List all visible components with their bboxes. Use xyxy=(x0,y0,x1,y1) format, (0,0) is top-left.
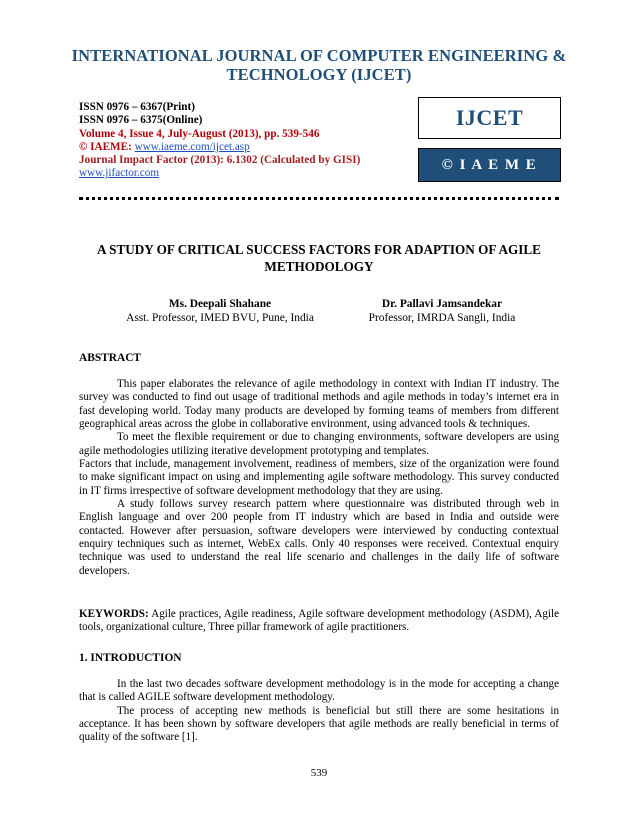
journal-title-line1: INTERNATIONAL JOURNAL OF COMPUTER ENGINEERING & xyxy=(71,46,567,65)
page-number: 539 xyxy=(310,767,328,779)
iaeme-logo-text: © I A E M E xyxy=(441,157,538,173)
iaeme-line xyxy=(79,141,360,154)
abstract-paragraph: A study follows survey research pattern where questionnaire was distributed through web in English language and over 200 people from IT industry which are based in India and outside were contacted. However after persuasion, software developers were interviewed by conducting contextual enquiry techniques such as internet, WebEx calls. Only 40 responses were received. Contextual enquiry technique was used to understand the real life scenario and challenges in the daily life of software developers. xyxy=(79,498,559,577)
iaeme-link[interactable]: www.iaeme.com/ijcet.asp xyxy=(134,140,250,153)
journal-title xyxy=(40,46,598,84)
iaeme-logo xyxy=(418,148,561,182)
author-affiliation: Professor, IMRDA Sangli, India xyxy=(368,312,516,324)
journal-title-line2: TECHNOLOGY (IJCET) xyxy=(226,65,412,84)
intro-paragraph: In the last two decades software development methodology is in the mode for accepting a change that is called AGILE software development methodology. xyxy=(79,678,559,704)
keywords-section xyxy=(79,608,559,635)
author-name: Ms. Deepali Shahane xyxy=(168,298,272,310)
introduction-heading: 1. INTRODUCTION xyxy=(79,652,182,664)
intro-paragraph: The process of accepting new methods is beneficial but still there are some hesitations in acceptance. It has been shown by software developers that agile methods are really beneficial in terms of quality of the software [1]. xyxy=(79,704,559,744)
abstract-paragraph: This paper elaborates the relevance of agile methodology in context with Indian IT industry. The survey was conducted to find out usage of traditional methods and agile methods in today’s internet era in fast developing world. Today many products are developed by forming teams of members from different geographical areas across the globe in collaborative environment, using advanced tools & techniques. xyxy=(79,378,559,431)
keywords-label: KEYWORDS: xyxy=(79,608,149,620)
author-block xyxy=(322,297,562,325)
dotted-divider xyxy=(79,197,559,203)
iaeme-prefix: © IAEME: xyxy=(79,140,135,153)
ijcet-logo xyxy=(418,97,561,139)
keywords-text: Agile practices, Agile readiness, Agile software development methodology (ASDM), Agile tools, organizational culture, Three pillar framework of agile practitioners. xyxy=(79,608,559,634)
author-block xyxy=(100,297,340,325)
issn-print: ISSN 0976 – 6367(Print) xyxy=(79,101,195,113)
ijcet-logo-text: IJCET xyxy=(455,105,524,130)
impact-factor: Journal Impact Factor (2013): 6.1302 (Calculated by GISI) xyxy=(79,154,361,167)
jifactor-link[interactable]: www.jifactor.com xyxy=(79,167,160,180)
paper-title-line2: METHODOLOGY xyxy=(264,258,374,274)
journal-metadata xyxy=(79,101,360,181)
author-affiliation: Asst. Professor, IMED BVU, Pune, India xyxy=(126,312,314,324)
introduction-body xyxy=(79,678,559,745)
volume-info: Volume 4, Issue 4, July-August (2013), pp. 539-546 xyxy=(79,127,320,140)
author-name: Dr. Pallavi Jamsandekar xyxy=(381,298,503,310)
issn-online: ISSN 0976 – 6375(Online) xyxy=(79,114,203,127)
abstract-paragraph: To meet the flexible requirement or due to changing environments, software developers are using agile methodologies utilizing iterative development prototyping and templates. xyxy=(79,431,559,457)
abstract-paragraph: Factors that include, management involvement, readiness of members, size of the organization were found to make significant impact on using and implementing agile software methodology. This survey conducted in IT firms irrespective of software development methodology that they are using. xyxy=(79,458,559,497)
abstract-heading: ABSTRACT xyxy=(79,352,142,364)
abstract-body xyxy=(79,378,559,578)
paper-title xyxy=(60,242,578,275)
paper-title-line1: A STUDY OF CRITICAL SUCCESS FACTORS FOR ADAPTION OF AGILE xyxy=(97,242,541,257)
